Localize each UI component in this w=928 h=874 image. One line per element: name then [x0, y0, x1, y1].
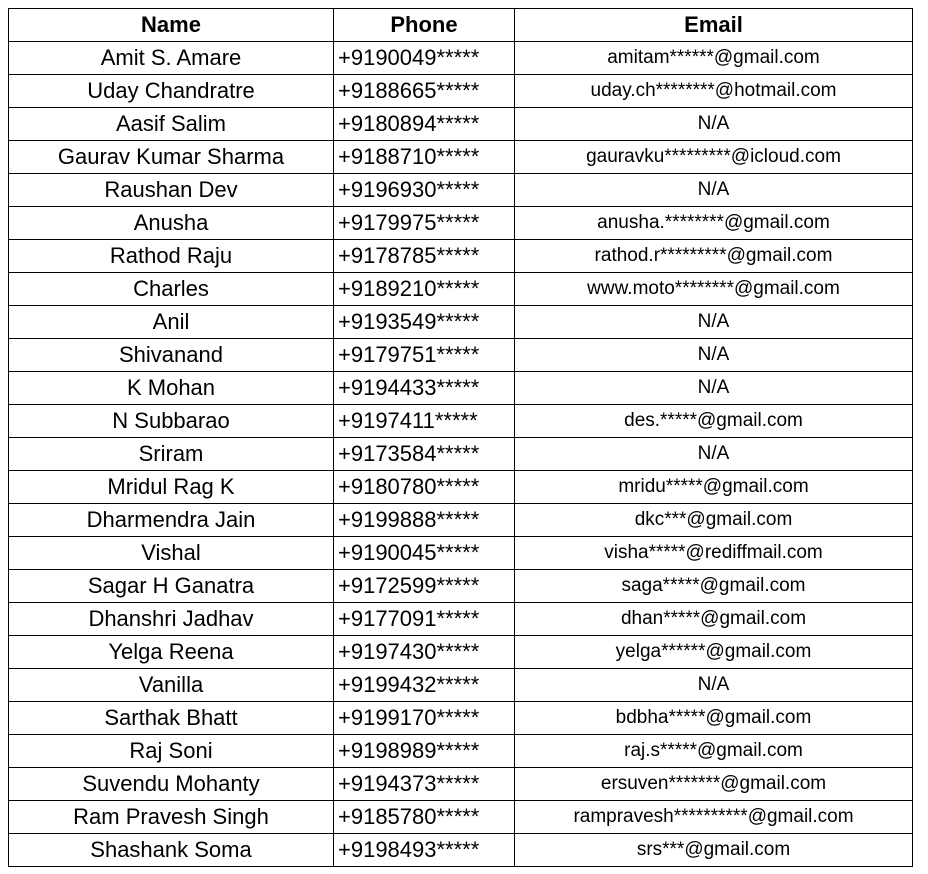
- name-cell: Sriram: [9, 438, 334, 471]
- email-cell: dkc***@gmail.com: [515, 504, 913, 537]
- table-row: [9, 471, 913, 504]
- name-cell: Dhanshri Jadhav: [9, 603, 334, 636]
- email-cell: anusha.********@gmail.com: [515, 207, 913, 240]
- table-row: [9, 537, 913, 570]
- name-cell: Uday Chandratre: [9, 75, 334, 108]
- table-row: [9, 735, 913, 768]
- phone-cell: +9190049*****: [334, 42, 515, 75]
- name-cell: Gaurav Kumar Sharma: [9, 141, 334, 174]
- email-cell: N/A: [515, 669, 913, 702]
- name-cell: Anil: [9, 306, 334, 339]
- table-row: [9, 768, 913, 801]
- email-cell: www.moto********@gmail.com: [515, 273, 913, 306]
- email-cell: N/A: [515, 339, 913, 372]
- email-cell: rampravesh**********@gmail.com: [515, 801, 913, 834]
- table-row: [9, 372, 913, 405]
- table-row: [9, 141, 913, 174]
- name-cell: Raj Soni: [9, 735, 334, 768]
- email-cell: N/A: [515, 174, 913, 207]
- table-row: [9, 570, 913, 603]
- contacts-table: [8, 8, 913, 867]
- email-cell: ersuven*******@gmail.com: [515, 768, 913, 801]
- phone-cell: +9194373*****: [334, 768, 515, 801]
- email-cell: visha*****@rediffmail.com: [515, 537, 913, 570]
- email-cell: N/A: [515, 372, 913, 405]
- phone-cell: +9190045*****: [334, 537, 515, 570]
- phone-cell: +9194433*****: [334, 372, 515, 405]
- phone-cell: +9173584*****: [334, 438, 515, 471]
- column-header-phone: Phone: [334, 9, 515, 42]
- table-row: [9, 636, 913, 669]
- table-row: [9, 240, 913, 273]
- phone-cell: +9196930*****: [334, 174, 515, 207]
- table-row: [9, 108, 913, 141]
- name-cell: Charles: [9, 273, 334, 306]
- table-row: [9, 669, 913, 702]
- email-cell: bdbha*****@gmail.com: [515, 702, 913, 735]
- name-cell: Mridul Rag K: [9, 471, 334, 504]
- phone-cell: +9188710*****: [334, 141, 515, 174]
- phone-cell: +9193549*****: [334, 306, 515, 339]
- phone-cell: +9177091*****: [334, 603, 515, 636]
- table-row: [9, 438, 913, 471]
- email-cell: N/A: [515, 306, 913, 339]
- email-cell: yelga******@gmail.com: [515, 636, 913, 669]
- phone-cell: +9199888*****: [334, 504, 515, 537]
- phone-cell: +9188665*****: [334, 75, 515, 108]
- name-cell: Suvendu Mohanty: [9, 768, 334, 801]
- email-cell: gauravku*********@icloud.com: [515, 141, 913, 174]
- table-row: [9, 834, 913, 867]
- name-cell: Vanilla: [9, 669, 334, 702]
- phone-cell: +9180894*****: [334, 108, 515, 141]
- name-cell: Raushan Dev: [9, 174, 334, 207]
- name-cell: Rathod Raju: [9, 240, 334, 273]
- table-row: [9, 339, 913, 372]
- name-cell: Sagar H Ganatra: [9, 570, 334, 603]
- table-row: [9, 207, 913, 240]
- email-cell: rathod.r*********@gmail.com: [515, 240, 913, 273]
- table-row: [9, 306, 913, 339]
- name-cell: Yelga Reena: [9, 636, 334, 669]
- table-row: [9, 174, 913, 207]
- phone-cell: +9199170*****: [334, 702, 515, 735]
- email-cell: uday.ch********@hotmail.com: [515, 75, 913, 108]
- table-row: [9, 405, 913, 438]
- name-cell: K Mohan: [9, 372, 334, 405]
- table-row: [9, 504, 913, 537]
- phone-cell: +9198989*****: [334, 735, 515, 768]
- column-header-email: Email: [515, 9, 913, 42]
- email-cell: srs***@gmail.com: [515, 834, 913, 867]
- table-row: [9, 75, 913, 108]
- header-row: [9, 9, 913, 42]
- email-cell: dhan*****@gmail.com: [515, 603, 913, 636]
- phone-cell: +9189210*****: [334, 273, 515, 306]
- email-cell: mridu*****@gmail.com: [515, 471, 913, 504]
- name-cell: Shivanand: [9, 339, 334, 372]
- email-cell: amitam******@gmail.com: [515, 42, 913, 75]
- name-cell: Dharmendra Jain: [9, 504, 334, 537]
- phone-cell: +9179975*****: [334, 207, 515, 240]
- name-cell: Amit S. Amare: [9, 42, 334, 75]
- phone-cell: +9178785*****: [334, 240, 515, 273]
- phone-cell: +9197430*****: [334, 636, 515, 669]
- table-row: [9, 603, 913, 636]
- email-cell: N/A: [515, 108, 913, 141]
- table-row: [9, 273, 913, 306]
- table-body: [9, 42, 913, 867]
- table-row: [9, 42, 913, 75]
- email-cell: N/A: [515, 438, 913, 471]
- email-cell: des.*****@gmail.com: [515, 405, 913, 438]
- phone-cell: +9199432*****: [334, 669, 515, 702]
- phone-cell: +9172599*****: [334, 570, 515, 603]
- column-header-name: Name: [9, 9, 334, 42]
- phone-cell: +9179751*****: [334, 339, 515, 372]
- name-cell: Vishal: [9, 537, 334, 570]
- name-cell: Sarthak Bhatt: [9, 702, 334, 735]
- phone-cell: +9185780*****: [334, 801, 515, 834]
- email-cell: saga*****@gmail.com: [515, 570, 913, 603]
- email-cell: raj.s*****@gmail.com: [515, 735, 913, 768]
- phone-cell: +9180780*****: [334, 471, 515, 504]
- table-row: [9, 801, 913, 834]
- name-cell: Ram Pravesh Singh: [9, 801, 334, 834]
- name-cell: Shashank Soma: [9, 834, 334, 867]
- phone-cell: +9198493*****: [334, 834, 515, 867]
- name-cell: Anusha: [9, 207, 334, 240]
- name-cell: N Subbarao: [9, 405, 334, 438]
- name-cell: Aasif Salim: [9, 108, 334, 141]
- table-header: [9, 9, 913, 42]
- phone-cell: +9197411*****: [334, 405, 515, 438]
- table-row: [9, 702, 913, 735]
